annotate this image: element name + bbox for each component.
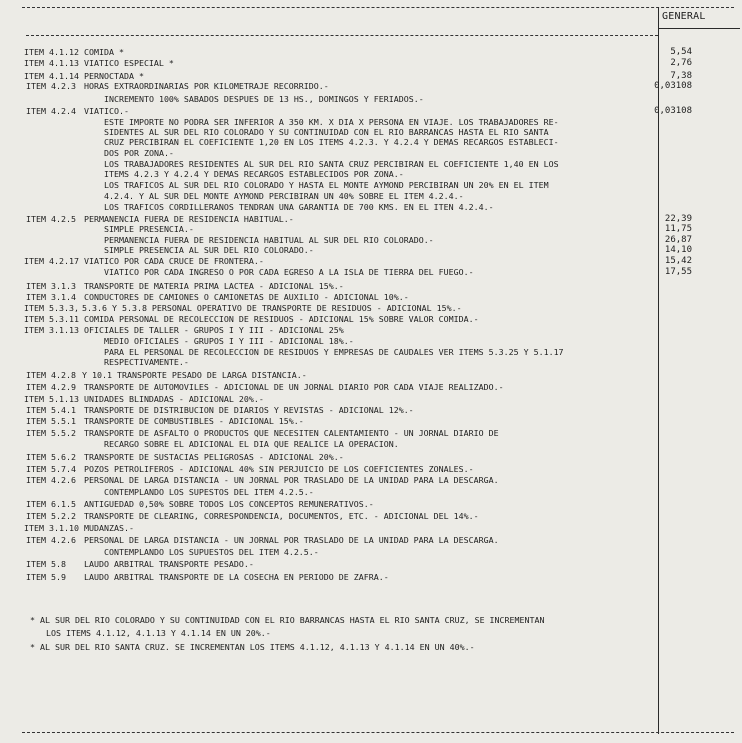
table-row xyxy=(0,356,742,369)
item-code: ITEM 4.2.4 xyxy=(26,106,76,116)
item-code: ITEM 5.5.2 xyxy=(26,428,76,438)
general-value: 26,87 xyxy=(664,235,692,245)
table-row xyxy=(0,438,742,451)
item-code: ITEM 5.3.11 xyxy=(24,314,79,324)
item-description: LAUDO ARBITRAL TRANSPORTE PESADO.- xyxy=(84,559,254,569)
item-description: MEDIO OFICIALES - GRUPOS I Y III - ADICIONAL 18%.- xyxy=(104,336,354,346)
item-code: ITEM 4.2.6 xyxy=(26,535,76,545)
item-description: COMIDA * xyxy=(84,47,124,57)
item-description: LAUDO ARBITRAL TRANSPORTE DE LA COSECHA EN PERIODO DE ZAFRA.- xyxy=(84,572,389,582)
item-code: ITEM 5.8 xyxy=(26,559,66,569)
item-code: ITEM 5.4.1 xyxy=(26,405,76,415)
item-description: RESPECTIVAMENTE.- xyxy=(104,357,189,367)
item-description: LOS TRABAJADORES RESIDENTES AL SUR DEL RIO SANTA CRUZ PERCIBIRAN EL COEFICIENTE 1,40 EN LOS xyxy=(104,159,559,169)
item-description: VIATICO.- xyxy=(84,106,129,116)
item-description: CRUZ PERCIBIRAN EL COEFICIENTE 1,20 EN LOS ITEMS 4.2.3. Y 4.2.4 Y DEMAS RECARGOS ESTABLECI- xyxy=(104,137,559,147)
item-description: CONDUCTORES DE CAMIONES O CAMIONETAS DE AUXILIO - ADICIONAL 10%.- xyxy=(84,292,409,302)
item-code: ITEM 4.2.5 xyxy=(26,214,76,224)
general-value: 5,54 xyxy=(670,47,692,57)
item-code: ITEM 5.1.13 xyxy=(24,394,79,404)
item-description: COMIDA PERSONAL DE RECOLECCION DE RESIDUOS - ADICIONAL 15% SOBRE VALOR COMIDA.- xyxy=(84,314,479,324)
item-description: PERNOCTADA * xyxy=(84,71,144,81)
item-description: CONTEMPLANDO LOS SUPUESTOS DEL ITEM 4.2.5.- xyxy=(104,547,319,557)
item-description: ITEMS 4.2.3 Y 4.2.4 Y DEMAS RECARGOS ESTABLECIDOS POR ZONA.- xyxy=(104,169,404,179)
item-code: ITEM 3.1.10 xyxy=(24,523,79,533)
item-code: ITEM 4.1.13 xyxy=(24,58,79,68)
item-description: PERSONAL DE LARGA DISTANCIA - UN JORNAL POR TRASLADO DE LA UNIDAD PARA LA DESCARGA. xyxy=(84,535,499,545)
item-description: LOS TRAFICOS AL SUR DEL RIO COLORADO Y HASTA EL MONTE AYMOND PERCIBIRAN UN 20% EN EL ITEM xyxy=(104,180,549,190)
general-column-header: GENERAL xyxy=(662,11,706,22)
item-description: SIMPLE PRESENCIA.- xyxy=(104,224,194,234)
item-description: ESTE IMPORTE NO PODRA SER INFERIOR A 350 KM. X DIA X PERSONA EN VIAJE. LOS TRABAJADORES RE- xyxy=(104,117,559,127)
table-row xyxy=(0,57,742,70)
item-description: TRANSPORTE DE DISTRIBUCION DE DIARIOS Y REVISTAS - ADICIONAL 12%.- xyxy=(84,405,414,415)
item-description: SIDENTES AL SUR DEL RIO COLORADO Y SU CONTINUIDAD CON EL RIO BARRANCAS HASTA EL RIO SANTA xyxy=(104,127,549,137)
bottom-dashed-rule xyxy=(22,732,734,733)
general-value: 7,38 xyxy=(670,71,692,81)
item-code: ITEM 4.2.6 xyxy=(26,475,76,485)
top-dashed-rule xyxy=(22,7,734,8)
footnote-line xyxy=(0,641,742,654)
item-description: UNIDADES BLINDADAS - ADICIONAL 20%.- xyxy=(84,394,264,404)
item-description: ANTIGUEDAD 0,50% SOBRE TODOS LOS CONCEPTOS REMUNERATIVOS.- xyxy=(84,499,374,509)
item-description: PERMANENCIA FUERA DE RESIDENCIA HABITUAL AL SUR DEL RIO COLORADO.- xyxy=(104,235,434,245)
item-code: ITEM 5.7.4 xyxy=(26,464,76,474)
item-code: ITEM 4.2.8 xyxy=(26,370,76,380)
item-description: VIATICO ESPECIAL * xyxy=(84,58,174,68)
item-code: ITEM 3.1.4 xyxy=(26,292,76,302)
general-value: 0,03108 xyxy=(654,106,692,116)
header-underline xyxy=(658,28,740,29)
general-value: 15,42 xyxy=(664,256,692,266)
general-value: 17,55 xyxy=(664,267,692,277)
item-code: ITEM 3.1.3 xyxy=(26,281,76,291)
item-description: HORAS EXTRAORDINARIAS POR KILOMETRAJE RECORRIDO.- xyxy=(84,81,329,91)
item-description: TRANSPORTE DE AUTOMOVILES - ADICIONAL DE UN JORNAL DIARIO POR CADA VIAJE REALIZADO.- xyxy=(84,382,504,392)
general-value: 2,76 xyxy=(670,58,692,68)
item-description: TRANSPORTE DE COMBUSTIBLES - ADICIONAL 15%.- xyxy=(84,416,304,426)
footnote-text: * AL SUR DEL RIO SANTA CRUZ. SE INCREMENTAN LOS ITEMS 4.1.12, 4.1.13 Y 4.1.14 EN UN 40%.- xyxy=(30,642,475,652)
general-value: 22,39 xyxy=(664,214,692,224)
footnote-line xyxy=(0,627,742,640)
item-description: TRANSPORTE DE CLEARING, CORRESPONDENCIA, DOCUMENTOS, ETC. - ADICIONAL DEL 14%.- xyxy=(84,511,479,521)
item-description: MUDANZAS.- xyxy=(84,523,134,533)
item-code: ITEM 4.2.3 xyxy=(26,81,76,91)
item-code: ITEM 4.1.14 xyxy=(24,71,79,81)
item-description: VIATICO POR CADA INGRESO O POR CADA EGRESO A LA ISLA DE TIERRA DEL FUEGO.- xyxy=(104,267,474,277)
table-row xyxy=(0,558,742,571)
item-code: ITEM 5.5.1 xyxy=(26,416,76,426)
item-description: PERSONAL DE LARGA DISTANCIA - UN JORNAL POR TRASLADO DE LA UNIDAD PARA LA DESCARGA. xyxy=(84,475,499,485)
item-code: ITEM 4.1.12 xyxy=(24,47,79,57)
general-value: 11,75 xyxy=(664,224,692,234)
item-description: SIMPLE PRESENCIA AL SUR DEL RIO COLORADO.- xyxy=(104,245,314,255)
item-code: ITEM 5.9 xyxy=(26,572,66,582)
item-description: OFICIALES DE TALLER - GRUPOS I Y III - ADICIONAL 25% xyxy=(84,325,344,335)
table-row xyxy=(0,571,742,584)
table-row xyxy=(0,266,742,279)
item-description: LOS TRAFICOS CORDILLERANOS TENDRAN UNA GARANTIA DE 700 KMS. EN EL ITEN 4.2.4.- xyxy=(104,202,494,212)
item-description: Y 10.1 TRANSPORTE PESADO DE LARGA DISTANCIA.- xyxy=(82,370,307,380)
item-description: RECARGO SOBRE EL ADICIONAL EL DIA QUE REALICE LA OPERACION. xyxy=(104,439,399,449)
item-description: DOS POR ZONA.- xyxy=(104,148,174,158)
item-code: ITEM 3.1.13 xyxy=(24,325,79,335)
header-dashed-rule xyxy=(26,35,658,36)
item-description: 5.3.6 Y 5.3.8 PERSONAL OPERATIVO DE TRANSPORTE DE RESIDUOS - ADICIONAL 15%.- xyxy=(82,303,462,313)
item-description: INCREMENTO 100% SABADOS DESPUES DE 13 HS., DOMINGOS Y FERIADOS.- xyxy=(104,94,424,104)
item-code: ITEM 5.2.2 xyxy=(26,511,76,521)
item-description: TRANSPORTE DE ASFALTO O PRODUCTOS QUE NECESITEN CALENTAMIENTO - UN JORNAL DIARIO DE xyxy=(84,428,499,438)
item-description: POZOS PETROLIFEROS - ADICIONAL 40% SIN PERJUICIO DE LOS COEFICIENTES ZONALES.- xyxy=(84,464,474,474)
item-code: ITEM 5.6.2 xyxy=(26,452,76,462)
item-description: VIATICO POR CADA CRUCE DE FRONTERA.- xyxy=(84,256,264,266)
item-description: PERMANENCIA FUERA DE RESIDENCIA HABITUAL.- xyxy=(84,214,294,224)
item-description: PARA EL PERSONAL DE RECOLECCION DE RESIDUOS Y EMPRESAS DE CAUDALES VER ITEMS 5.3.25 Y 5.1.17 xyxy=(104,347,564,357)
item-code: ITEM 4.2.17 xyxy=(24,256,79,266)
item-code: ITEM 5.3.3, xyxy=(24,303,79,313)
general-value: 14,10 xyxy=(664,245,692,255)
footnote-text: LOS ITEMS 4.1.12, 4.1.13 Y 4.1.14 EN UN 20%.- xyxy=(46,628,271,638)
item-description: TRANSPORTE DE MATERIA PRIMA LACTEA - ADICIONAL 15%.- xyxy=(84,281,344,291)
footnote-text: * AL SUR DEL RIO COLORADO Y SU CONTINUIDAD CON EL RIO BARRANCAS HASTA EL RIO SANTA CRUZ, SE INCREMENTAN xyxy=(30,615,545,625)
item-code: ITEM 4.2.9 xyxy=(26,382,76,392)
item-code: ITEM 6.1.5 xyxy=(26,499,76,509)
item-description: TRANSPORTE DE SUSTACIAS PELIGROSAS - ADICIONAL 20%.- xyxy=(84,452,344,462)
item-description: CONTEMPLANDO LOS SUPESTOS DEL ITEM 4.2.5.- xyxy=(104,487,314,497)
general-value: 0,03108 xyxy=(654,81,692,91)
item-description: 4.2.4. Y AL SUR DEL MONTE AYMOND PERCIBIRAN UN 40% SOBRE EL ITEM 4.2.4.- xyxy=(104,191,464,201)
table-row xyxy=(0,80,742,93)
footnote-line xyxy=(0,614,742,627)
